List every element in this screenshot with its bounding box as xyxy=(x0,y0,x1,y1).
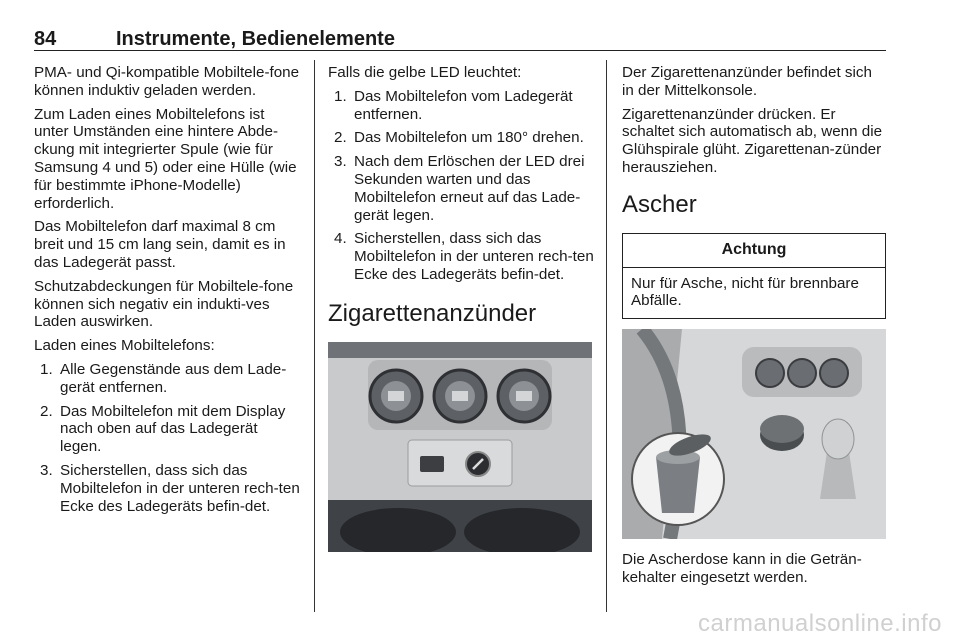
chapter-title: Instrumente, Bedienelemente xyxy=(116,28,395,50)
paragraph: Zigarettenanzünder drücken. Er schaltet sich automatisch ab, wenn die Glühspirale glüht. Zigarettenan-zünder herausziehen. xyxy=(622,105,883,176)
column-divider-2 xyxy=(606,60,607,612)
warning-text: Nur für Asche, nicht für brennbare Abfälle. xyxy=(631,274,859,310)
paragraph: Zum Laden eines Mobiltelefons ist unter Umständen eine hintere Abde-ckung mit integrierter Spule (wie für Samsung 4 und 5) oder eine Hülle (wie für bestimmte iPhone-Modelle) erforderlich. xyxy=(34,105,297,212)
list-item: 3. Nach dem Erlöschen der LED drei Sekunden warten und das Mobiltelefon erneut auf das Lade-gerät legen. xyxy=(334,153,585,224)
list-item: 2. Das Mobiltelefon um 180° drehen. xyxy=(334,129,584,147)
warning-box xyxy=(622,233,886,319)
section-heading: Ascher xyxy=(622,190,697,218)
page-header xyxy=(34,28,886,50)
watermark: carmanualsonline.info xyxy=(698,610,942,637)
list-item: 1. Alle Gegenstände aus dem Lade-gerät entfernen. xyxy=(40,360,287,396)
column-3 xyxy=(622,64,886,593)
paragraph: Laden eines Mobiltelefons: xyxy=(34,337,215,355)
list-item: 1. Das Mobiltelefon vom Ladegerät entfernen. xyxy=(334,87,573,123)
paragraph: Das Mobiltelefon darf maximal 8 cm breit und 15 cm lang sein, damit es in das Ladegerät passt. xyxy=(34,218,286,271)
warning-title: Achtung xyxy=(623,234,885,268)
header-rule xyxy=(34,50,886,51)
paragraph: Schutzabdeckungen für Mobiltele-fone können sich negativ ein indukti-ves Laden auswirken. xyxy=(34,277,294,331)
ashtray-photo xyxy=(622,329,886,539)
charging-steps xyxy=(34,361,300,515)
ashtray-caption: Die Ascherdose kann in die Geträn-kehalter eingesetzt werden. xyxy=(622,551,862,586)
paragraph: PMA- und Qi-kompatible Mobiltele-fone können induktiv geladen werden. xyxy=(34,64,300,99)
list-item: 3. Sicherstellen, dass sich das Mobiltelefon in der unteren rech-ten Ecke des Ladegeräts befin-det. xyxy=(40,461,300,515)
list-item: 4. Sicherstellen, dass sich das Mobiltelefon in der unteren rech-ten Ecke des Ladegeräts befin-det. xyxy=(334,230,594,283)
page-number: 84 xyxy=(34,28,57,50)
column-1 xyxy=(34,64,300,521)
section-heading: Zigarettenanzünder xyxy=(328,299,537,327)
list-item: 2. Das Mobiltelefon mit dem Display nach oben auf das Ladegerät legen. xyxy=(40,402,286,456)
column-divider-1 xyxy=(314,60,315,612)
column-2 xyxy=(328,64,594,552)
paragraph: Falls die gelbe LED leuchtet: xyxy=(328,64,522,81)
cigarette-lighter-photo xyxy=(328,342,592,552)
led-steps xyxy=(328,88,594,284)
paragraph: Der Zigarettenanzünder befindet sich in der Mittelkonsole. xyxy=(622,64,872,99)
